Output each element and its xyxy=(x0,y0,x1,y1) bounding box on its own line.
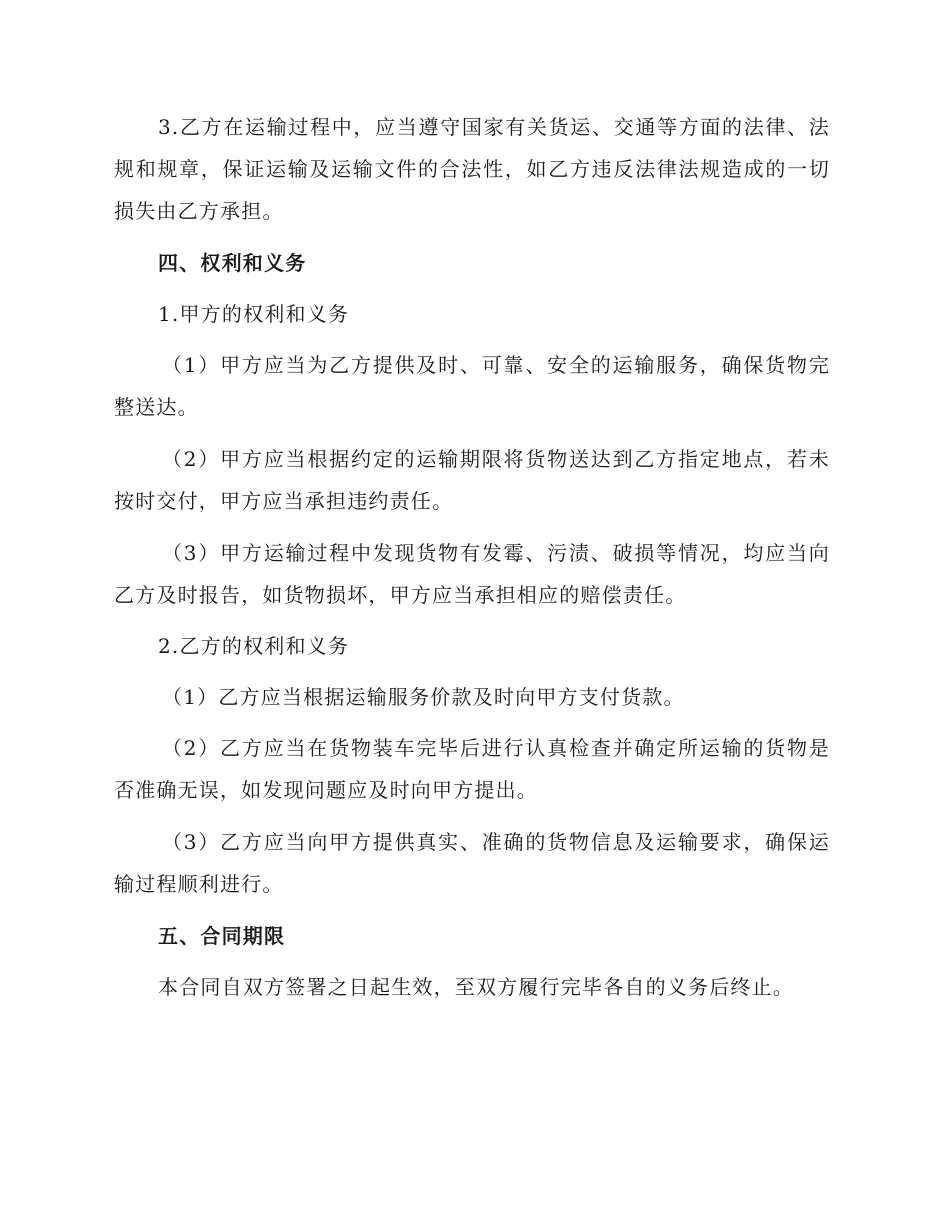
party-a-item-2: （2）甲方应当根据约定的运输期限将货物送达到乙方指定地点，若未按时交付，甲方应当承担违约责任。 xyxy=(114,447,830,513)
party-a-item-3: （3）甲方运输过程中发现货物有发霉、污渍、破损等情况，均应当向乙方及时报告，如货物损坏，甲方应当承担相应的赔偿责任。 xyxy=(114,541,830,607)
party-a-item-1: （1）甲方应当为乙方提供及时、可靠、安全的运输服务，确保货物完整送达。 xyxy=(114,353,830,419)
clause-3-paragraph: 3.乙方在运输过程中，应当遵守国家有关货运、交通等方面的法律、法规和规章，保证运输及运输文件的合法性，如乙方违反法律法规造成的一切损失由乙方承担。 xyxy=(114,115,830,223)
document-page xyxy=(114,106,830,1008)
contract-term-paragraph: 本合同自双方签署之日起生效，至双方履行完毕各自的义务后终止。 xyxy=(158,975,794,999)
subsection-party-a-title: 1.甲方的权利和义务 xyxy=(158,302,350,326)
party-b-item-2: （2）乙方应当在货物装车完毕后进行认真检查并确定所运输的货物是否准确无误，如发现问题应及时向甲方提出。 xyxy=(114,736,830,802)
section-heading-contract-term: 五、合同期限 xyxy=(158,924,286,948)
party-b-item-3: （3）乙方应当向甲方提供真实、准确的货物信息及运输要求，确保运输过程顺利进行。 xyxy=(114,830,830,896)
subsection-party-b-title: 2.乙方的权利和义务 xyxy=(158,634,350,658)
section-heading-rights-obligations: 四、权利和义务 xyxy=(158,251,307,275)
party-b-item-1: （1）乙方应当根据运输服务价款及时向甲方支付货款。 xyxy=(162,685,685,709)
